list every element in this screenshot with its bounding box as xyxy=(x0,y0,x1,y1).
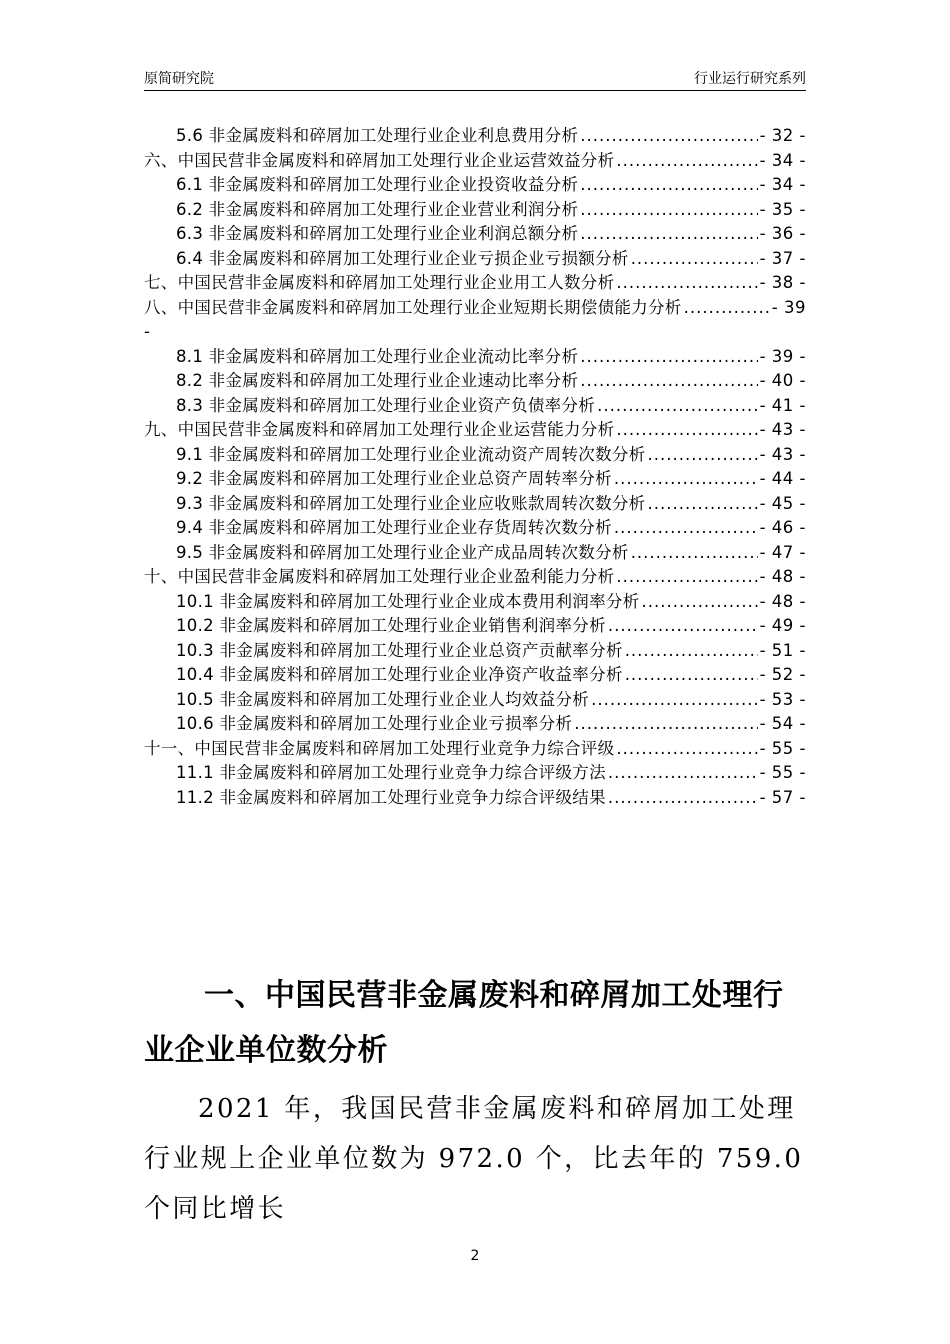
toc-entry-page: - 51 - xyxy=(759,640,806,660)
toc-dot-leader xyxy=(580,345,757,370)
toc-entry-page: - 44 - xyxy=(759,469,806,488)
toc-entry-page: - 39 xyxy=(771,297,806,317)
toc-dot-leader xyxy=(648,443,758,468)
toc-dot-leader xyxy=(616,418,757,443)
toc-entry-title: 九、中国民营非金属废料和碎屑加工处理行业企业运营能力分析 xyxy=(144,420,615,439)
toc-entry-title: 5.6 非金属废料和碎屑加工处理行业企业利息费用分析 xyxy=(176,126,579,145)
toc-entry[interactable] xyxy=(144,516,806,541)
toc-entry[interactable] xyxy=(144,492,806,517)
toc-entry-title: 8.2 非金属废料和碎屑加工处理行业企业速动比率分析 xyxy=(176,371,579,390)
toc-entry-page: - 34 - xyxy=(759,175,806,194)
toc-dot-leader xyxy=(608,614,758,639)
toc-entry-title: 6.2 非金属废料和碎屑加工处理行业企业营业利润分析 xyxy=(176,199,579,219)
toc-entry-page: - 34 - xyxy=(759,150,806,170)
toc-entry[interactable] xyxy=(144,271,806,296)
toc-entry-page: - 46 - xyxy=(759,518,806,537)
toc-entry-title: 9.1 非金属废料和碎屑加工处理行业企业流动资产周转次数分析 xyxy=(176,444,646,464)
toc-entry[interactable] xyxy=(144,590,806,615)
toc-entry-title: 6.1 非金属废料和碎屑加工处理行业企业投资收益分析 xyxy=(176,175,579,194)
section-heading: 一、中国民营非金属废料和碎屑加工处理行业企业单位数分析 xyxy=(144,978,784,1068)
toc-entry[interactable] xyxy=(144,688,806,713)
table-of-contents xyxy=(144,124,806,810)
toc-dot-leader xyxy=(614,467,758,492)
toc-entry[interactable] xyxy=(144,124,806,149)
toc-entry[interactable] xyxy=(144,296,806,321)
toc-entry-title: 10.1 非金属废料和碎屑加工处理行业企业成本费用利润率分析 xyxy=(176,591,640,611)
toc-entry[interactable] xyxy=(144,467,806,492)
toc-entry-title: 10.2 非金属废料和碎屑加工处理行业企业销售利润率分析 xyxy=(176,616,606,635)
toc-dot-leader xyxy=(625,663,758,688)
toc-entry[interactable] xyxy=(144,614,806,639)
toc-entry-page: - 55 - xyxy=(759,763,806,782)
header-publisher: 原简研究院 xyxy=(144,71,214,87)
toc-entry-page: - 48 - xyxy=(759,567,806,586)
toc-entry-page: - 45 - xyxy=(759,493,806,513)
toc-entry-page: - 38 - xyxy=(759,273,806,292)
toc-entry[interactable] xyxy=(144,663,806,688)
body-paragraph: 2021 年，我国民营非金属废料和碎屑加工处理行业规上企业单位数为 972.0 个，比去年的 759.0 个同比增长 xyxy=(144,1094,804,1224)
toc-entry[interactable] xyxy=(144,639,806,664)
toc-entry-title: 11.1 非金属废料和碎屑加工处理行业竞争力综合评级方法 xyxy=(176,763,606,782)
toc-entry-page: - 55 - xyxy=(759,738,806,758)
toc-entry[interactable] xyxy=(144,369,806,394)
toc-dot-leader xyxy=(641,590,757,615)
toc-entry[interactable] xyxy=(144,443,806,468)
toc-entry-page: - 32 - xyxy=(759,126,806,145)
toc-dot-leader xyxy=(608,786,758,811)
toc-dot-leader xyxy=(580,222,757,247)
toc-entry[interactable] xyxy=(144,737,806,762)
toc-entry-title: 八、中国民营非金属废料和碎屑加工处理行业企业短期长期偿债能力分析 xyxy=(144,297,682,317)
toc-entry-page: - 49 - xyxy=(759,616,806,635)
toc-dot-leader xyxy=(684,296,770,321)
toc-entry-page: - 54 - xyxy=(759,714,806,733)
toc-dot-leader xyxy=(614,516,758,541)
toc-entry-page: - 37 - xyxy=(759,248,806,268)
toc-entry-page: - 57 - xyxy=(759,787,806,807)
toc-entry-page: - 39 - xyxy=(759,346,806,366)
toc-entry-title: 十、中国民营非金属废料和碎屑加工处理行业企业盈利能力分析 xyxy=(144,567,615,586)
toc-entry-page: - 47 - xyxy=(759,542,806,562)
toc-entry[interactable] xyxy=(144,222,806,247)
page-header xyxy=(144,64,806,91)
toc-entry[interactable] xyxy=(144,565,806,590)
toc-entry-title: 11.2 非金属废料和碎屑加工处理行业竞争力综合评级结果 xyxy=(176,787,606,807)
toc-entry-title: 9.5 非金属废料和碎屑加工处理行业企业产成品周转次数分析 xyxy=(176,542,629,562)
toc-entry[interactable] xyxy=(144,786,806,811)
toc-entry[interactable] xyxy=(144,247,806,272)
toc-dot-leader xyxy=(616,565,757,590)
toc-dot-leader xyxy=(574,712,757,737)
toc-entry-title: 10.6 非金属废料和碎屑加工处理行业企业亏损率分析 xyxy=(176,714,573,733)
toc-entry[interactable] xyxy=(144,345,806,370)
page-number: 2 xyxy=(470,1248,480,1264)
toc-entry[interactable] xyxy=(144,198,806,223)
toc-entry[interactable] xyxy=(144,418,806,443)
toc-dot-leader xyxy=(616,271,757,296)
toc-entry-wrap: - xyxy=(144,322,150,341)
toc-dot-leader xyxy=(625,639,758,664)
toc-entry-title: 6.4 非金属废料和碎屑加工处理行业企业亏损企业亏损额分析 xyxy=(176,248,629,268)
toc-dot-leader xyxy=(597,394,758,419)
header-series: 行业运行研究系列 xyxy=(694,71,806,87)
toc-entry-title: 十一、中国民营非金属废料和碎屑加工处理行业竞争力综合评级 xyxy=(144,738,615,758)
toc-dot-leader xyxy=(631,247,758,272)
toc-dot-leader xyxy=(616,149,757,174)
toc-dot-leader xyxy=(616,737,757,762)
toc-entry-title: 七、中国民营非金属废料和碎屑加工处理行业企业用工人数分析 xyxy=(144,273,615,292)
toc-dot-leader xyxy=(631,541,758,566)
toc-entry-title: 10.5 非金属废料和碎屑加工处理行业企业人均效益分析 xyxy=(176,689,590,709)
toc-entry-page: - 48 - xyxy=(759,591,806,611)
toc-entry-title: 10.3 非金属废料和碎屑加工处理行业企业总资产贡献率分析 xyxy=(176,640,623,660)
toc-entry-page: - 41 - xyxy=(759,395,806,415)
toc-entry[interactable] xyxy=(144,541,806,566)
toc-dot-leader xyxy=(580,198,757,223)
toc-entry-title: 8.1 非金属废料和碎屑加工处理行业企业流动比率分析 xyxy=(176,346,579,366)
toc-dot-leader xyxy=(591,688,758,713)
toc-entry-title: 9.3 非金属废料和碎屑加工处理行业企业应收账款周转次数分析 xyxy=(176,493,646,513)
toc-entry-title: 10.4 非金属废料和碎屑加工处理行业企业净资产收益率分析 xyxy=(176,665,623,684)
toc-entry-page: - 43 - xyxy=(759,420,806,439)
toc-entry-title: 6.3 非金属废料和碎屑加工处理行业企业利润总额分析 xyxy=(176,224,579,243)
toc-entry-title: 9.4 非金属废料和碎屑加工处理行业企业存货周转次数分析 xyxy=(176,518,612,537)
toc-entry-page: - 36 - xyxy=(759,224,806,243)
toc-entry-page: - 43 - xyxy=(759,444,806,464)
toc-entry-title: 9.2 非金属废料和碎屑加工处理行业企业总资产周转率分析 xyxy=(176,469,612,488)
toc-entry[interactable] xyxy=(144,173,806,198)
toc-entry[interactable] xyxy=(144,394,806,419)
toc-entry[interactable] xyxy=(144,761,806,786)
toc-entry-title: 六、中国民营非金属废料和碎屑加工处理行业企业运营效益分析 xyxy=(144,150,615,170)
toc-dot-leader xyxy=(580,173,757,198)
toc-entry-page: - 40 - xyxy=(759,371,806,390)
toc-entry-title: 8.3 非金属废料和碎屑加工处理行业企业资产负债率分析 xyxy=(176,395,596,415)
toc-entry-page: - 53 - xyxy=(759,689,806,709)
toc-dot-leader xyxy=(608,761,758,786)
toc-entry-page: - 35 - xyxy=(759,199,806,219)
toc-dot-leader xyxy=(580,124,757,149)
toc-dot-leader xyxy=(648,492,758,517)
toc-dot-leader xyxy=(580,369,757,394)
toc-entry-page: - 52 - xyxy=(759,665,806,684)
toc-entry[interactable] xyxy=(144,712,806,737)
toc-entry[interactable] xyxy=(144,149,806,174)
